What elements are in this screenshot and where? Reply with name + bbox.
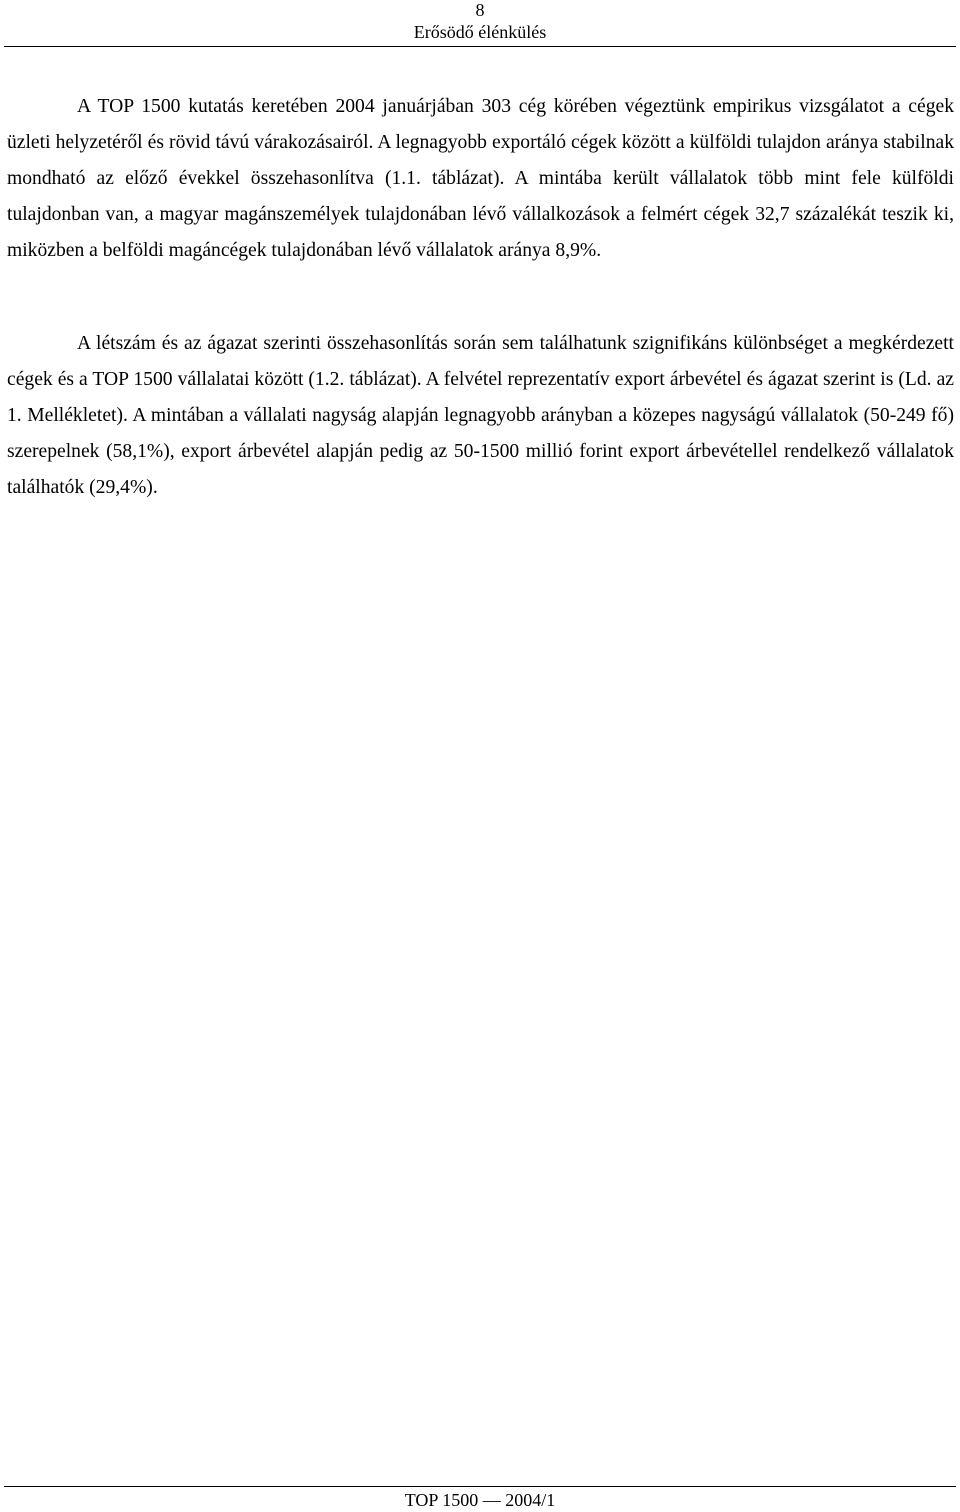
body-paragraph-2: A létszám és az ágazat szerinti összehasonlítás során sem találhatunk szignifikáns különbséget a megkérdezett cégek és a TOP 1500 vállalatai között (1.2. táblázat). A felvétel reprezentatív export árbevétel és ágazat szerint is (Ld. az 1. Mellékletet). A mintában a vállalati nagyság alapján legnagyobb arányban a közepes nagyságú vállalatok (50-249 fő) szerepelnek (58,1%), export árbevétel alapján pedig az 50-1500 millió forint export árbevétellel rendelkező vállalatok találhatók (29,4%). [7,333,954,498]
page-number: 8 [475,0,485,20]
footer-divider [4,1486,956,1487]
body-paragraph-1: A TOP 1500 kutatás keretében 2004 januárjában 303 cég körében végeztünk empirikus vizsgálatot a cégek üzleti helyzetéről és rövid távú várakozásairól. A legnagyobb exportáló cégek között a külföldi tulajdon aránya stabilnak mondható az előző évekkel összehasonlítva (1.1. táblázat). A mintába került vállalatok több mint fele külföldi tulajdonban van, a magyar magánszemélyek tulajdonában lévő vállalkozások a felmért cégek 32,7 százalékát teszik ki, miközben a belföldi magáncégek tulajdonában lévő vállalatok aránya 8,9%. [7,96,954,261]
header-divider [4,46,956,47]
page-footer: TOP 1500 — 2004/1 [404,1490,556,1510]
running-title: Erősödő élénkülés [413,22,547,42]
